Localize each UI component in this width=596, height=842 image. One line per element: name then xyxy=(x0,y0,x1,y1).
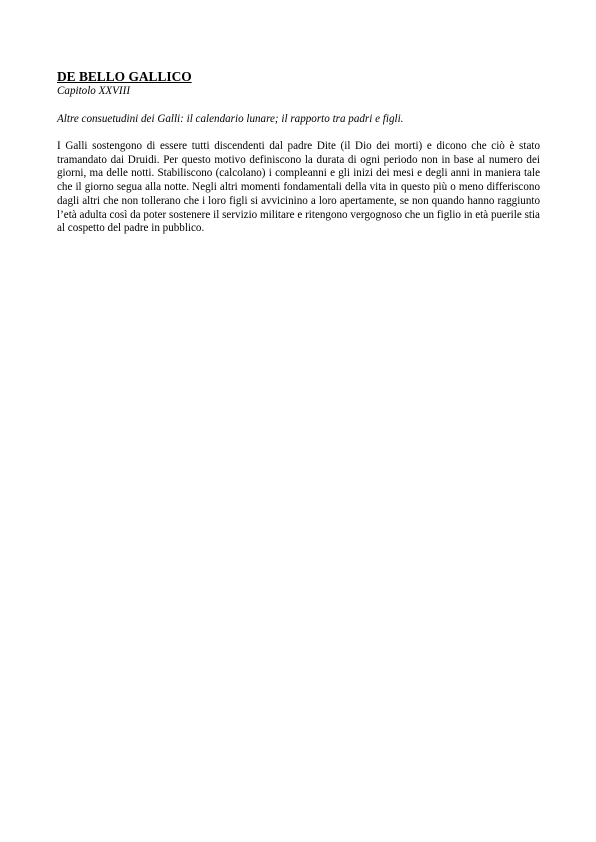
chapter-label: Capitolo XXVIII xyxy=(57,85,131,97)
document-content xyxy=(57,69,540,236)
body-paragraph: I Galli sostengono di essere tutti discendenti dal padre Dite (il Dio dei morti) e dicono che ciò è stato tramandato dai Druidi. Per questo motivo definiscono la durata di ogni periodo non in base al numero dei giorni, ma delle notti. Stabiliscono (calcolano) i compleanni e gli inizi dei mesi e degli anni in maniera tale che il giorno segua alla notte. Negli altri momenti fondamentali della vita in questo più o meno differiscono dagli altri che non tollerano che i loro figli si avvicinino a loro apertamente, se non quando hanno raggiunto l’età adulta così da poter sostenere il servizio militare e ritengono vergognoso che un figlio in età puerile stia al cospetto del padre in pubblico. xyxy=(57,140,540,235)
chapter-subtitle: Altre consuetudini dei Galli: il calendario lunare; il rapporto tra padri e figli. xyxy=(57,113,404,125)
document-title: DE BELLO GALLICO xyxy=(57,69,192,84)
